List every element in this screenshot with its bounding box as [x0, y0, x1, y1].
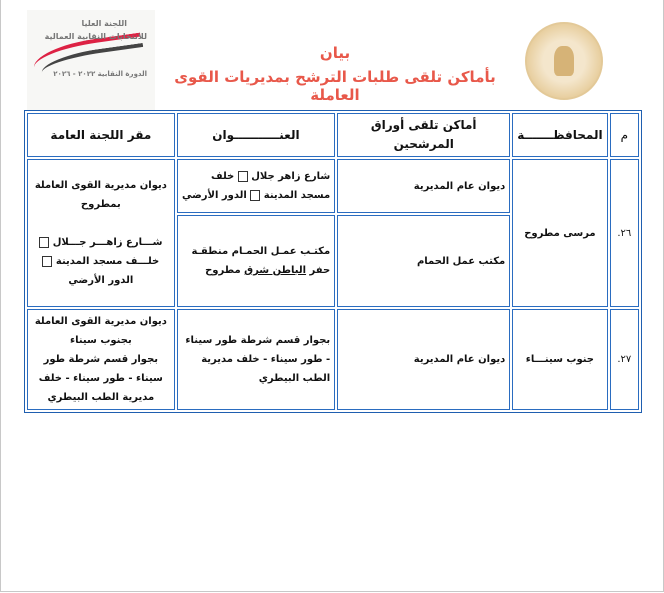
place: ديوان عام المديرية: [337, 159, 510, 213]
row-num: ٢٧.: [610, 309, 639, 410]
box-glyph-icon: [39, 237, 49, 248]
address: [177, 215, 335, 307]
logo-text-3: الدورة النقابية ٢٠٢٢ - ٢٠٢٦: [53, 70, 147, 78]
place: مكتب عمل الحمام: [337, 215, 510, 307]
table-header-row: [27, 113, 639, 157]
eagle-icon: [554, 46, 574, 76]
doc-title: بيان: [319, 44, 351, 62]
address-part: مطروح: [205, 265, 241, 276]
hq: [27, 309, 175, 410]
hq-part: ديوان مديرية القوى العاملة بجنوب سيناء: [34, 316, 167, 346]
hq: [27, 159, 175, 307]
box-glyph-icon: [42, 256, 52, 267]
governorate: مرسى مطروح: [512, 159, 607, 307]
header-num: م: [610, 113, 639, 157]
ministry-seal-logo: [525, 22, 603, 100]
header-places: أماكن تلقى أوراق المرشحين: [337, 113, 510, 157]
header-governorate: المحافظـــــــة: [512, 113, 607, 157]
header-hq: مقر اللجنة العامة: [27, 113, 175, 157]
doc-subtitle: بأماكن تلقى طلبات الترشح بمديريات القوى العاملة: [174, 68, 496, 104]
hq-part: ديوان مديرية القوى العاملة بمطروح: [34, 180, 167, 210]
hq-part: خلـــف مسجد المدينة: [55, 256, 160, 267]
address-underlined: الباطن شرق: [244, 265, 307, 276]
table-row: [27, 309, 639, 410]
row-num: ٢٦.: [610, 159, 639, 307]
address: بجوار قسم شرطة طور سيناء - طور سيناء - خلف مديرية الطب البيطري: [177, 309, 335, 410]
place: ديوان عام المديرية: [337, 309, 510, 410]
elections-committee-logo: [27, 10, 155, 110]
header-address: العنـــــــــــوان: [177, 113, 335, 157]
hq-part: بجوار قسم شرطة طور سيناء - طور سيناء - خلف مديرية الطب البيطري: [38, 354, 163, 403]
address-part: شارع زاهر جلال: [251, 171, 331, 182]
address-part: خلف مسجد المدينة: [211, 171, 331, 201]
logo-text-2: للانتخابات النقابية العمالية: [44, 32, 147, 41]
address-part: مكتـب عمـل الحمـام منطقـة حفر: [191, 246, 331, 276]
address-part: الدور الأرضي: [181, 190, 247, 201]
address: [177, 159, 335, 213]
locations-table: [24, 110, 642, 413]
logo-text-1: اللجنة العليا: [81, 19, 127, 28]
table-row: [27, 159, 639, 213]
box-glyph-icon: [250, 190, 260, 201]
hq-part: شـــارع زاهـــر جـــلال: [52, 237, 163, 248]
hq-part: الدور الأرضي: [68, 275, 134, 286]
box-glyph-icon: [238, 171, 248, 182]
governorate: جنوب سينـــاء: [512, 309, 607, 410]
